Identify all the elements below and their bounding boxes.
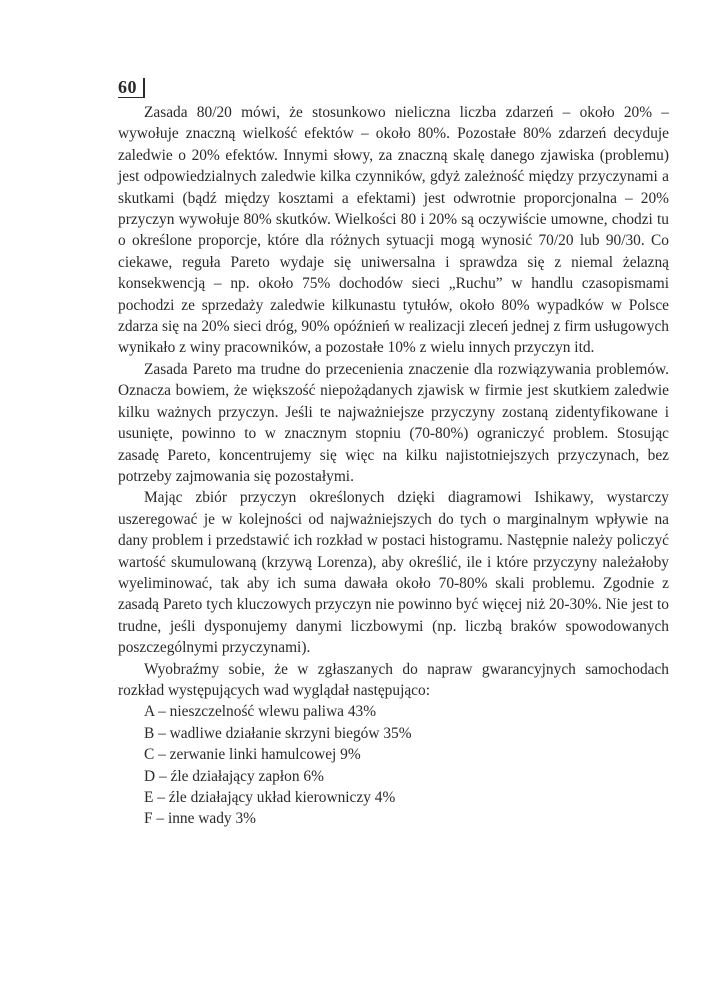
list-item: A – nieszczelność wlewu paliwa 43%: [144, 703, 377, 721]
list-item: F – inne wady 3%: [144, 810, 256, 828]
paragraph: Zasada Pareto ma trudne do przecenienia znaczenie dla rozwiązywania problemów. Oznacza bowiem, że większość niepożądanych zjawisk w firmie jest skutkiem zaledwie kilku ważnych przyczyn. Jeśli te najważniejsze przyczyny zostaną zidentyfikowane i usunięte, powinno to w znacznym stopniu (70-80%) ograniczyć problem. Stosując zasadę Pareto, koncentrujemy się więc na kilku najistotniejszych przyczynach, bez potrzeby zajmowania się pozostałymi.: [118, 360, 669, 485]
page-number: 60: [118, 77, 143, 98]
page-header: [118, 72, 145, 98]
paragraph: Mając zbiór przyczyn określonych dzięki diagramowi Ishikawy, wystarczy uszeregować je w kolejności od najważniejszych do tych o marginalnym wpływie na dany problem i przedstawić ich rozkład w postaci histogramu. Następnie należy policzyć wartość skumulowaną (krzywą Lorenza), aby określić, ile i które przyczyny należałoby wyeliminować, tak aby ich suma dawała około 70-80% skali problemu. Zgodnie z zasadą Pareto tych kluczowych przyczyn nie powinno być więcej niż 20-30%. Nie jest to trudne, jeśli dysponujemy danymi liczbowymi (np. liczbą braków spowodowanych poszczególnymi przyczynami).: [118, 489, 669, 657]
page-number-rule: [143, 78, 145, 98]
list-item: D – źle działający zapłon 6%: [144, 767, 324, 785]
list-item: C – zerwanie linki hamulcowej 9%: [144, 746, 361, 764]
list-item: E – źle działający układ kierowniczy 4%: [144, 789, 396, 806]
defect-list: [118, 701, 669, 829]
paragraph: Wyobraźmy sobie, że w zgłaszanych do napraw gwarancyjnych samochodach rozkład występujących wad wyglądał następująco:: [118, 660, 669, 699]
body-text: [118, 102, 669, 830]
list-item: B – wadliwe działanie skrzyni biegów 35%: [144, 724, 412, 742]
paragraph: Zasada 80/20 mówi, że stosunkowo nieliczna liczba zdarzeń – około 20% – wywołuje znaczną wielkość efektów – około 80%. Pozostałe 80% zdarzeń decyduje zaledwie o 20% efektów. Innymi słowy, za znaczną skalę danego zjawiska (problemu) jest odpowiedzialnych zaledwie kilka czynników, gdyż zależność między przyczynami a skutkami (bądź między kosztami a efektami) jest odwrotnie proporcjonalna – 20% przyczyn wywołuje 80% skutków. Wielkości 80 i 20% są oczywiście umowne, chodzi tu o określone proporcje, które dla różnych sytuacji mogą wynosić 70/20 lub 90/30. Co ciekawe, reguła Pareto wydaje się uniwersalna i sprawdza się z niemal żelazną konsekwencją – np. około 75% dochodów sieci „Ruchu” w handlu czasopismami pochodzi ze sprzedaży zaledwie kilkunastu tytułów, około 80% wypadków w Polsce zdarza się na 20% sieci dróg, 90% opóźnień w realizacji zleceń jednej z firm usługowych wynikało z winy pracowników, a pozostałe 10% z wielu innych przyczyn itd.: [118, 104, 669, 357]
